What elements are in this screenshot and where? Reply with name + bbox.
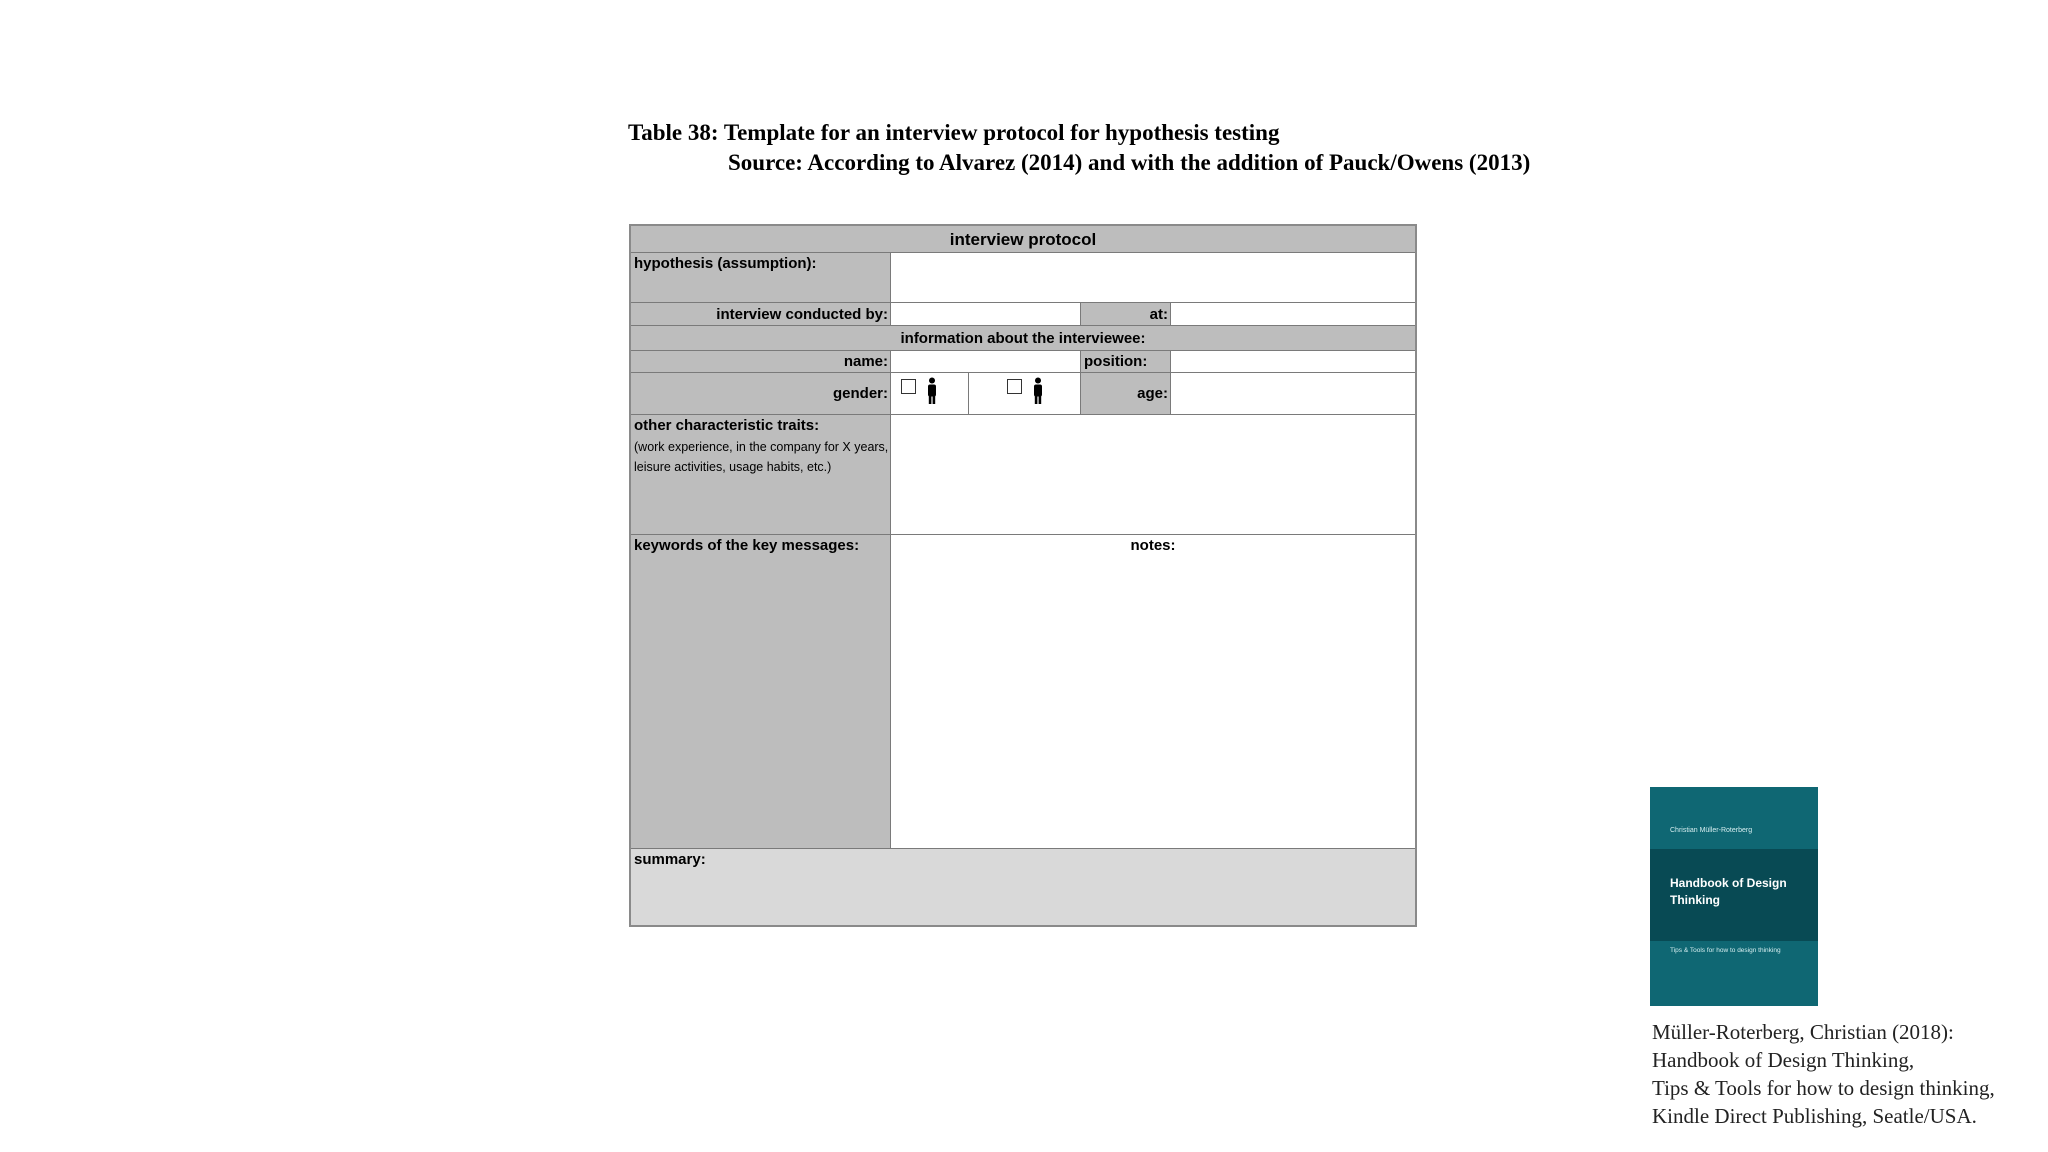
age-label: age: xyxy=(1081,373,1171,415)
male-checkbox[interactable] xyxy=(1007,379,1022,394)
caption-title: Table 38: Template for an interview protocol for hypothesis testing xyxy=(628,120,1280,145)
traits-cell xyxy=(631,415,891,535)
table-caption xyxy=(628,118,1530,178)
name-field[interactable] xyxy=(891,351,1081,373)
traits-label: other characteristic traits: xyxy=(634,417,820,434)
gender-option-male[interactable] xyxy=(969,373,1081,415)
gender-option-female[interactable] xyxy=(891,373,969,415)
name-label: name: xyxy=(631,351,891,373)
interviewee-header: information about the interviewee: xyxy=(631,326,1415,351)
caption-source: Source: According to Alvarez (2014) and with the addition of Pauck/Owens (2013) xyxy=(728,150,1531,175)
book-reference xyxy=(1652,1018,1995,1130)
hypothesis-label: hypothesis (assumption): xyxy=(631,253,891,303)
reference-line-4: Kindle Direct Publishing, Seatle/USA. xyxy=(1652,1104,1977,1128)
interview-protocol-form xyxy=(629,224,1417,927)
reference-line-1: Müller-Roterberg, Christian (2018): xyxy=(1652,1020,1954,1044)
person-icon xyxy=(926,377,938,409)
notes-label: notes: xyxy=(1130,537,1176,554)
notes-field[interactable] xyxy=(891,535,1415,849)
position-field[interactable] xyxy=(1171,351,1415,373)
position-label: position: xyxy=(1081,351,1171,373)
at-label: at: xyxy=(1081,303,1171,326)
traits-field[interactable] xyxy=(891,415,1415,535)
book-cover xyxy=(1650,787,1818,1006)
reference-line-2: Handbook of Design Thinking, xyxy=(1652,1048,1915,1072)
at-field[interactable] xyxy=(1171,303,1415,326)
reference-line-3: Tips & Tools for how to design thinking, xyxy=(1652,1076,1995,1100)
female-checkbox[interactable] xyxy=(901,379,916,394)
keywords-label: keywords of the key messages: xyxy=(631,535,891,849)
summary-field[interactable] xyxy=(631,849,1415,925)
traits-hint: (work experience, in the company for X years, leisure activities, usage habits, etc.) xyxy=(634,440,889,474)
book-title: Handbook of Design Thinking xyxy=(1670,876,1787,907)
age-field[interactable] xyxy=(1171,373,1415,415)
hypothesis-field[interactable] xyxy=(891,253,1415,303)
form-header: interview protocol xyxy=(631,226,1415,253)
book-author: Christian Müller-Roterberg xyxy=(1670,827,1753,834)
conducted-by-field[interactable] xyxy=(891,303,1081,326)
conducted-by-label: interview conducted by: xyxy=(631,303,891,326)
gender-label: gender: xyxy=(631,373,891,415)
person-icon xyxy=(1032,377,1044,409)
book-subtitle: Tips & Tools for how to design thinking xyxy=(1670,947,1781,954)
summary-label: summary: xyxy=(634,851,706,868)
